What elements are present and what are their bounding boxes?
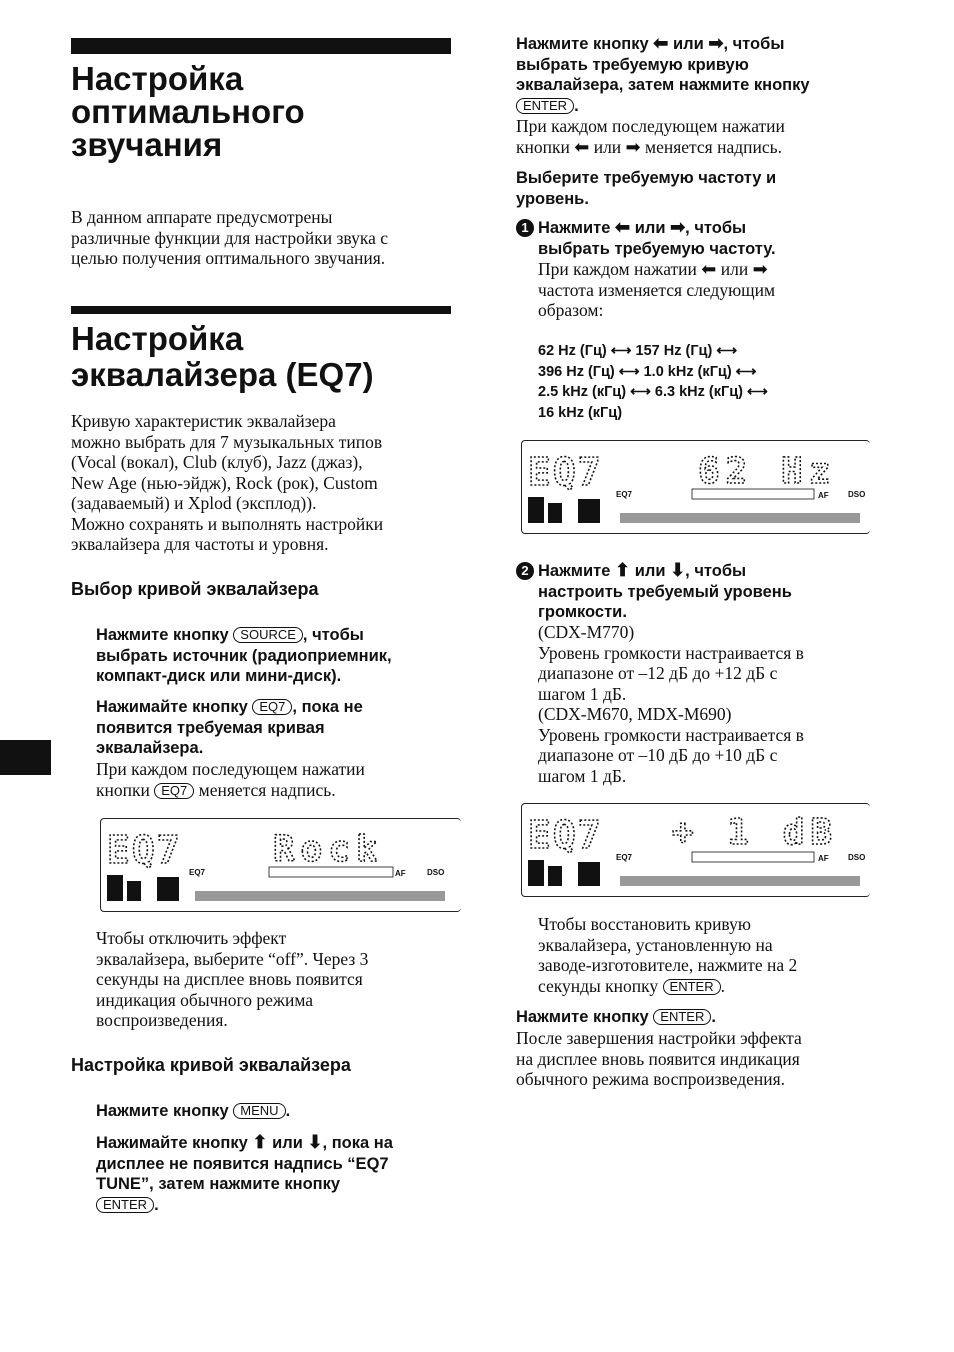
page-tab-marker [0, 740, 51, 775]
step-select-curve-right: Нажмите кнопку ⬅ или ➡, чтобы выбрать требуемую кривую эквалайзера, затем нажмите кнопку ENTER . [516, 33, 810, 115]
lcd-eq-label-3: EQ7 [528, 813, 603, 857]
step-number-1: 1 [516, 219, 534, 237]
level-notes: (CDX-M770) Уровень громкости настраивается в диапазоне от –12 дБ до +12 дБ с шагом 1 дБ. (CDX-M670, MDX-M690) Уровень громкости настраивается в диапазоне от –10 дБ до +10 дБ с шагом 1 дБ. [538, 622, 804, 786]
lcd-display-frequency [521, 440, 870, 534]
frequency-list: 62 Hz (Гц) ⟷ 157 Hz (Гц) ⟷ 396 Hz (Гц) ⟷ 1.0 kHz (кГц) ⟷ 2.5 kHz (кГц) ⟷ 6.3 kHz (кГц) ⟷ 16 kHz (кГц) [538, 343, 768, 421]
lcd-display-level [521, 803, 870, 897]
arrow-right-icon-3: ➡ [670, 217, 686, 237]
subheading-adjust-curve: Настройка кривой эквалайзера [71, 1055, 351, 1075]
step-final-enter: Нажмите кнопку ENTER . [516, 1008, 716, 1026]
step-press-eq7: Нажимайте кнопку EQ7 , пока не появится требуемая кривая эквалайзера. [96, 698, 363, 757]
eq7-button-ref: EQ7 [154, 783, 194, 799]
substep-frequency: 1 Нажмите ⬅ или ➡, чтобы выбрать требуемую частоту. [538, 218, 776, 259]
enter-button-ref: ENTER [663, 979, 721, 995]
step-press-menu: Нажмите кнопку MENU . [96, 1102, 291, 1120]
lcd-eq-label: EQ7 [107, 828, 182, 872]
off-note: Чтобы отключить эффект эквалайзера, выберите “off”. Через 3 секунды на дисплее вновь появится индикация обычного режима воспроизведения. [96, 928, 369, 1030]
source-button[interactable]: SOURCE [233, 627, 303, 643]
step-press-source: Нажмите кнопку SOURCE , чтобы выбрать источник (радиоприемник, компакт-диск или мини-диск). [96, 626, 392, 685]
step-eq7-note: При каждом последующем нажатии кнопки EQ7 меняется надпись. [96, 759, 365, 800]
lcd-af-label-2: AF [818, 491, 829, 500]
lcd-mode-label-2: EQ7 [616, 490, 633, 499]
arrow-right-icon-4: ➡ [752, 259, 768, 279]
arrow-left-icon-3: ⬅ [615, 217, 631, 237]
substep-level: 2 Нажмите ⬆ или ⬇, чтобы настроить требуемый уровень громкости. [538, 561, 792, 623]
lcd-main-text-3: + 1 dB [672, 812, 839, 853]
lcd-af-label: AF [395, 869, 406, 878]
lcd-dso-label-2: DSO [848, 490, 866, 499]
lcd-display-rock [100, 818, 461, 912]
lcd-mode-label-3: EQ7 [616, 853, 633, 862]
arrow-up-icon: ⬆ [252, 1132, 268, 1152]
arrow-down-icon: ⬇ [307, 1132, 323, 1152]
page-title: Настройка оптимального звучания [71, 60, 305, 163]
section-title-eq7: Настройка эквалайзера (EQ7) [71, 320, 374, 393]
title-rule-2 [71, 306, 451, 314]
restore-note: Чтобы восстановить кривую эквалайзера, установленную на заводе-изготовителе, нажмите на 2 секунды кнопку ENTER . [538, 914, 798, 996]
lcd-mode-label: EQ7 [189, 868, 206, 877]
arrow-left-icon: ⬅ [653, 33, 669, 53]
lcd-af-label-3: AF [818, 854, 829, 863]
lcd-eq-label-2: EQ7 [528, 450, 603, 494]
step-select-frequency: Выберите требуемую частоту и уровень. [516, 169, 777, 208]
eq7-button[interactable]: EQ7 [252, 699, 292, 715]
select-curve-note: При каждом последующем нажатии кнопки ⬅ или ➡ меняется надпись. [516, 116, 785, 157]
enter-button[interactable]: ENTER [96, 1197, 154, 1213]
menu-button[interactable]: MENU [233, 1103, 285, 1119]
lcd-dso-label-3: DSO [848, 853, 866, 862]
lcd-main-text-2: 62 Hz [698, 451, 837, 492]
eq-intro-text: Кривую характеристик эквалайзера можно выбрать для 7 музыкальных типов (Vocal (вокал), Club (клуб), Jazz (джаз), New Age (нью-эйдж), Rock (рок), Custom (задаваемый) и Xplod (эксплод)). Можно сохранять и выполнять настройки эквалайзера для частоты и уровня. [71, 411, 384, 554]
lcd-dso-label: DSO [427, 868, 445, 877]
frequency-note: При каждом нажатии ⬅ или ➡ частота изменяется следующим образом: [538, 259, 776, 320]
final-note: После завершения настройки эффекта на дисплее вновь появится индикация обычного режима воспроизведения. [516, 1028, 802, 1089]
step-eq7-tune: Нажимайте кнопку ⬆ или ⬇, пока на дисплее не появится надпись “EQ7 TUNE”, затем нажмите кнопку ENTER . [96, 1132, 393, 1214]
intro-text: В данном аппарате предусмотрены различные функции для настройки звука с целью получения оптимального звучания. [71, 207, 388, 268]
arrow-right-icon-2: ➡ [625, 136, 641, 157]
enter-button-2[interactable]: ENTER [516, 98, 574, 114]
arrow-up-icon-2: ⬆ [615, 560, 631, 580]
arrow-left-icon-2: ⬅ [574, 136, 590, 157]
arrow-down-icon-2: ⬇ [670, 560, 686, 580]
arrow-left-icon-4: ⬅ [701, 259, 717, 279]
lcd-main-text: Rock [273, 829, 384, 870]
title-rule-1 [71, 38, 451, 54]
enter-button-3[interactable]: ENTER [653, 1009, 711, 1025]
step-number-2: 2 [516, 562, 534, 580]
arrow-right-icon: ➡ [708, 33, 724, 53]
subheading-select-curve: Выбор кривой эквалайзера [71, 579, 319, 599]
